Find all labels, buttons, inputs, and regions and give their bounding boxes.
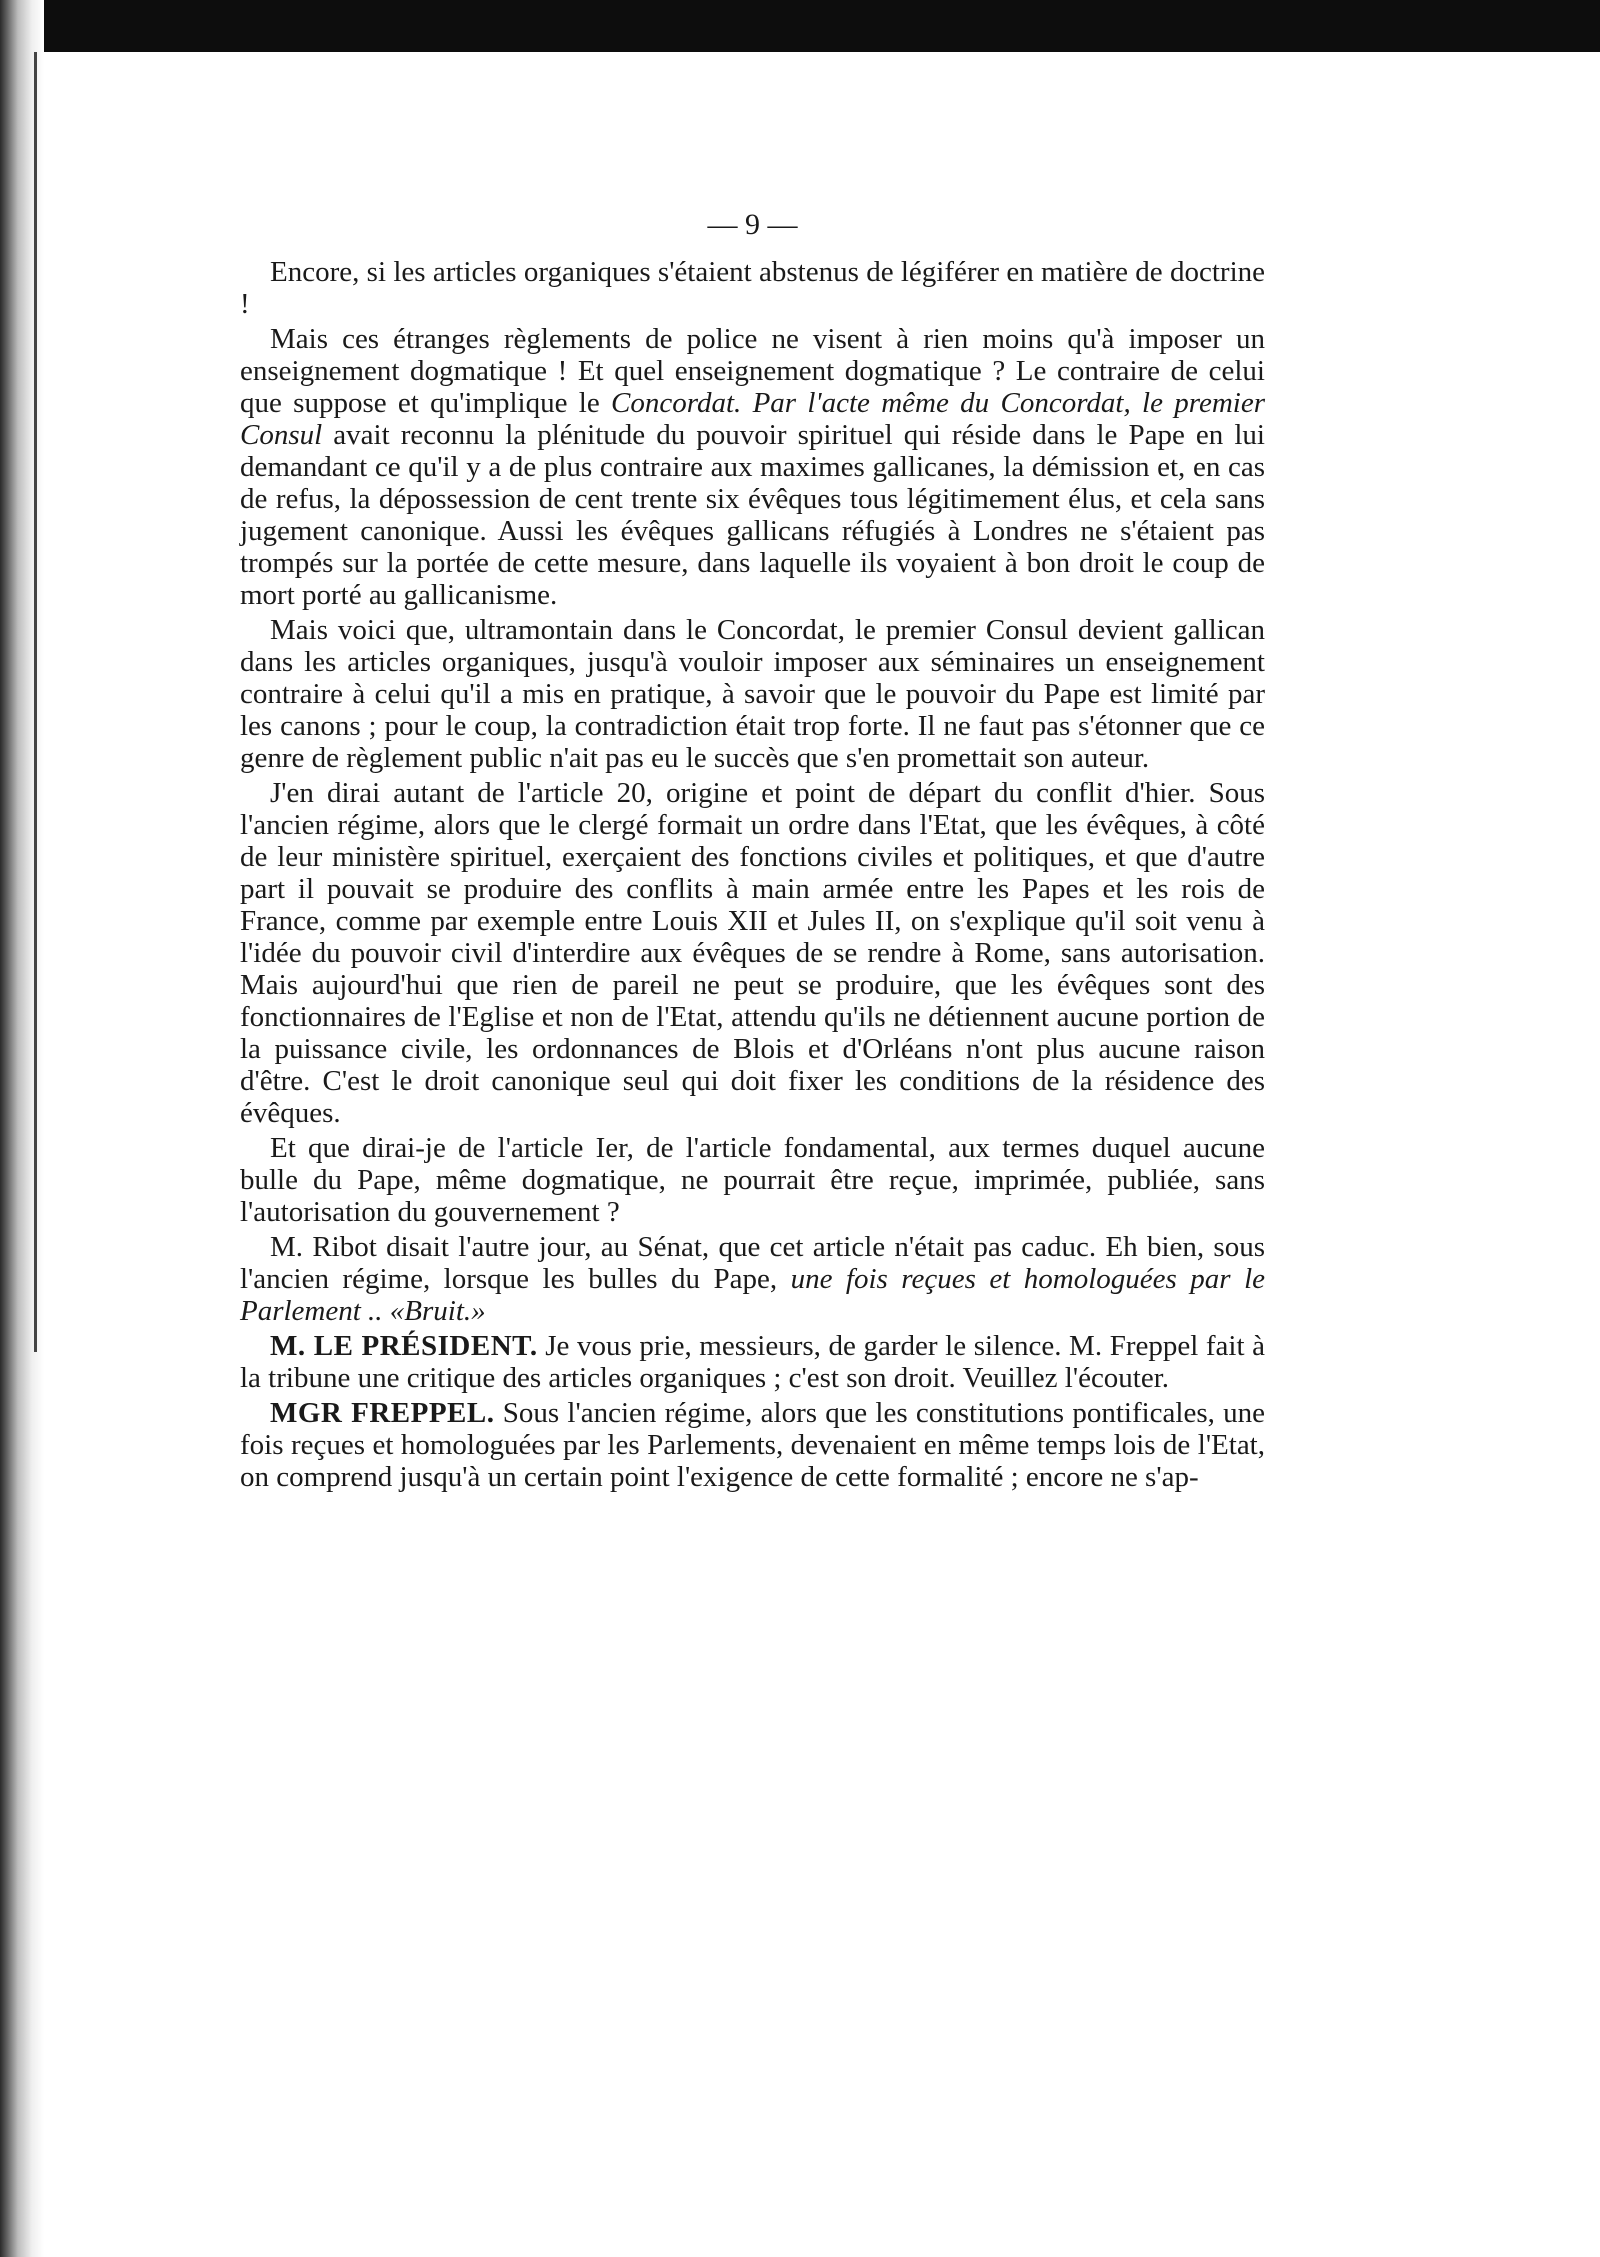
paragraph-text: Encore, si les articles organiques s'étaient abstenus de légiférer en matière de doctrine ! — [240, 256, 1265, 320]
document-page — [240, 200, 1265, 1496]
paragraph-text: J'en dirai autant de l'article 20, origine et point de départ du conflit d'hier. Sous l'ancien régime, alors que le clergé formait un ordre dans l'Etat, que les évêques, à côté de leur ministère spirituel, exerçaient des fonctions civiles et politiques, et que d'autre part il pouvait se produire des conflits à main armée entre les Papes et les rois de France, comme par exemple entre Louis XII et Jules II, on s'explique qu'il soit venu à l'idée du pouvoir civil d'interdire aux évêques de se rendre à Rome, sans autorisation. Mais aujourd'hui que rien de pareil ne peut se produire, que les évêques sont des fonctionnaires de l'Eglise et non de l'Etat, attendu qu'ils ne détiennent aucune portion de la puissance civile, les ordonnances de Blois et d'Orléans n'ont plus aucune raison d'être. C'est le droit canonique seul qui doit fixer les conditions de la résidence des évêques. — [240, 777, 1265, 1129]
paragraph-2 — [240, 323, 1265, 611]
paragraph-6 — [240, 1231, 1265, 1327]
scan-left-edge — [0, 0, 44, 2257]
paragraph-text: Sous l'ancien régime, alors que les constitutions pontificales, une fois reçues et homologuées par les Parlements, devenaient en même temps lois de l'Etat, on comprend jusqu'à un certain point l'exigence de cette formalité ; encore ne s'ap- — [240, 1397, 1265, 1493]
paragraph-text: Et que dirai-je de l'article Ier, de l'article fondamental, aux termes duquel aucune bulle du Pape, même dogmatique, ne pourrait être reçue, imprimée, publiée, sans l'autorisation du gouvernement ? — [240, 1132, 1265, 1228]
paragraph-text: Mais voici que, ultramontain dans le Concordat, le premier Consul devient gallican dans les articles organiques, jusqu'à vouloir imposer aux séminaires un enseignement contraire à celui qu'il a mis en pratique, à savoir que le pouvoir du Pape est limité par les canons ; pour le coup, la contradiction était trop forte. Il ne faut pas s'étonner que ce genre de règlement public n'ait pas eu le succès que s'en promettait son auteur. — [240, 614, 1265, 774]
speaker-name: M. LE PRÉSIDENT. — [270, 1330, 538, 1362]
paragraph-8 — [240, 1397, 1265, 1493]
scan-binding-rule — [34, 52, 37, 1352]
paragraph-text: Je vous prie, messieurs, de garder le silence. M. Freppel fait à la tribune une critique des articles organiques ; c'est son droit. Veuillez l'écouter. — [240, 1330, 1266, 1394]
speaker-name: MGR FREPPEL. — [270, 1397, 495, 1429]
paragraph-3 — [240, 614, 1265, 774]
paragraph-text: Mais ces étranges règlements de police ne visent à rien moins qu'à imposer un enseignement dogmatique ! Et quel enseignement dogmatique ? Le contraire de celui que suppose et qu'implique le — [240, 323, 1265, 419]
paragraph-4 — [240, 777, 1265, 1129]
paragraph-text: M. Ribot disait l'autre jour, au Sénat, que cet article n'était pas caduc. Eh bien, sous l'ancien régime, lorsque les bulles du Pape, — [240, 1231, 1265, 1295]
scan-top-border — [0, 0, 1600, 52]
paragraph-7 — [240, 1330, 1265, 1394]
paragraph-5 — [240, 1132, 1265, 1228]
paragraph-text: avait reconnu la plénitude du pouvoir spirituel qui réside dans le Pape en lui demandant ce qu'il y a de plus contraire aux maximes gallicanes, la démission et, en cas de refus, la dépossession de cent trente six évêques tous légitimement élus, et cela sans jugement canonique. Aussi les évêques gallicans réfugiés à Londres ne s'étaient pas trompés sur la portée de cette mesure, dans laquelle ils voyaient à bon droit le coup de mort porté au gallicanisme. — [240, 419, 1265, 611]
paragraph-italic-text: Concordat. Par l'acte même du Concordat, le premier Consul — [240, 387, 1265, 451]
paragraph-italic-text: une fois reçues et homologuées par le Parlement .. «Bruit.» — [240, 1263, 1265, 1327]
page-number: — 9 — — [707, 208, 798, 241]
paragraph-1 — [240, 256, 1265, 320]
